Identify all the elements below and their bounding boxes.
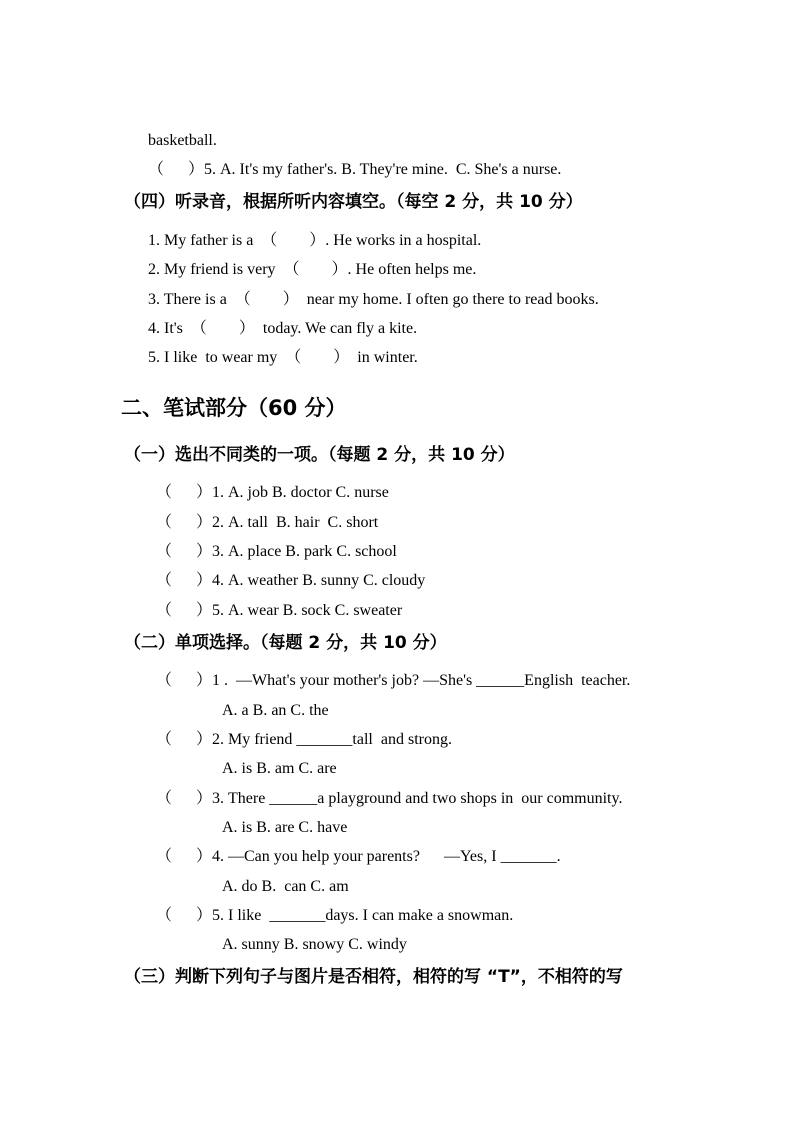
- continued-word: basketball.: [148, 132, 217, 149]
- fill-item-2: 2. My friend is very （ ）. He often helps me.: [148, 261, 477, 278]
- choice-options-5: A. sunny B. snowy C. windy: [222, 936, 407, 953]
- choice-question-3: （ ）3. There ______a playground and two shops in our community.: [156, 790, 623, 807]
- fill-item-3: 3. There is a （ ） near my home. I often go there to read books.: [148, 291, 599, 308]
- choice-question-2: （ ）2. My friend _______tall and strong.: [156, 731, 452, 748]
- odd-one-item-2: （ ）2. A. tall B. hair C. short: [156, 514, 379, 531]
- odd-one-item-1: （ ）1. A. job B. doctor C. nurse: [156, 484, 389, 501]
- section-4-heading: （四）听录音，根据所听内容填空。（每空 2 分，共 10 分）: [124, 192, 583, 212]
- part-1-heading: （一）选出不同类的一项。（每题 2 分，共 10 分）: [124, 445, 515, 465]
- fill-item-4: 4. It's （ ） today. We can fly a kite.: [148, 320, 418, 337]
- part-2-heading: （二）单项选择。（每题 2 分，共 10 分）: [124, 633, 447, 653]
- prev-question-5: （ ）5. A. It's my father's. B. They're mine. C. She's a nurse.: [148, 161, 562, 178]
- choice-options-2: A. is B. am C. are: [222, 760, 337, 777]
- odd-one-item-5: （ ）5. A. wear B. sock C. sweater: [156, 602, 403, 619]
- choice-question-1: （ ）1 . —What's your mother's job? —She's ______English teacher.: [156, 672, 631, 689]
- choice-options-1: A. a B. an C. the: [222, 702, 329, 719]
- odd-one-item-3: （ ）3. A. place B. park C. school: [156, 543, 397, 560]
- part-3-heading: （三）判断下列句子与图片是否相符，相符的写 “T”，不相符的写: [124, 967, 623, 987]
- fill-item-1: 1. My father is a （ ）. He works in a hospital.: [148, 232, 482, 249]
- fill-item-5: 5. I like to wear my （ ） in winter.: [148, 349, 418, 366]
- choice-question-5: （ ）5. I like _______days. I can make a snowman.: [156, 907, 514, 924]
- written-section-heading: 二、笔试部分（60 分）: [121, 396, 347, 420]
- odd-one-item-4: （ ）4. A. weather B. sunny C. cloudy: [156, 572, 426, 589]
- choice-options-3: A. is B. are C. have: [222, 819, 348, 836]
- choice-question-4: （ ）4. —Can you help your parents? —Yes, I _______.: [156, 848, 561, 865]
- choice-options-4: A. do B. can C. am: [222, 878, 349, 895]
